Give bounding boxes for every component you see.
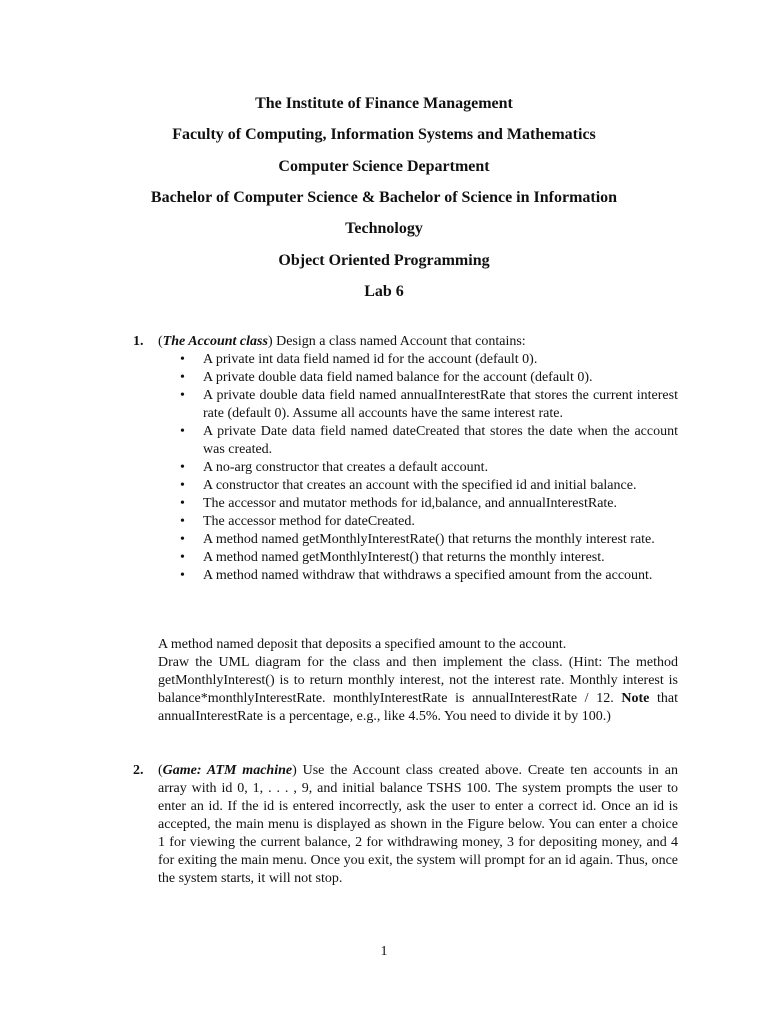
list-item: • The accessor and mutator methods for id,balance, and annualInterestRate. <box>180 496 618 511</box>
question-2-open-paren: ( <box>158 763 163 778</box>
question-2-text: ) Use the Account class created above. Create ten accounts in an array with id 0, 1, . . . , 9, and initial balance TSHS 100. The system prompts the user to enter an id. If the id is entered incorrectly, ask the user to enter a correct id. Once an id is accepted, the main menu is displayed as shown in the Figure below. You can enter a choice 1 for viewing the current balance, 2 for withdrawing money, 3 for depositing money, and 4 for exiting the main menu. Once you exit, the system will prompt for an id again. Thus, once the system starts, it will not stop. <box>158 763 678 886</box>
uml-instructions <box>158 654 678 726</box>
page-number: 1 <box>380 944 388 959</box>
question-2-title: Game: ATM machine <box>162 763 293 778</box>
question-1-intro-text: ) Design a class named Account that contains: <box>267 334 526 349</box>
bullet-icon: • <box>180 478 185 493</box>
list-item: • A method named getMonthlyInterest() that returns the monthly interest. <box>180 550 605 565</box>
list-item: • A private int data field named id for the account (default 0). <box>180 352 538 367</box>
institute-title: The Institute of Finance Management <box>255 95 513 112</box>
bullet-icon: • <box>180 532 185 547</box>
list-item: • A private Date data field named dateCreated that stores the date when the account was created. <box>180 424 678 457</box>
list-item: • The accessor method for dateCreated. <box>180 514 415 529</box>
question-1-title: The Account class <box>162 334 268 349</box>
account-requirements-list <box>180 351 678 585</box>
bullet-icon: • <box>180 460 185 475</box>
department-title: Computer Science Department <box>278 158 490 175</box>
note-label: Note <box>621 691 650 706</box>
deposit-method-line: A method named deposit that deposits a specified amount to the account. <box>158 637 567 652</box>
question-1-number: 1. <box>133 334 144 349</box>
faculty-title: Faculty of Computing, Information Systems and Mathematics <box>172 126 596 143</box>
bullet-icon: • <box>180 514 185 529</box>
bullet-icon: • <box>180 550 185 565</box>
bullet-icon: • <box>180 568 185 583</box>
bullet-icon: • <box>180 496 185 511</box>
list-item: • A method named withdraw that withdraws a specified amount from the account. <box>180 568 653 583</box>
list-item: • A constructor that creates an account with the specified id and initial balance. <box>180 478 637 493</box>
note-text: that annualInterestRate is a percentage, e.g., like 4.5%. You need to divide it by 100.) <box>158 691 678 724</box>
list-item: • A method named getMonthlyInterestRate() that returns the monthly interest rate. <box>180 532 655 547</box>
question-1-open-paren: ( <box>158 334 163 349</box>
list-item: • A private double data field named balance for the account (default 0). <box>180 370 593 385</box>
bullet-icon: • <box>180 352 185 367</box>
list-item: • A no-arg constructor that creates a default account. <box>180 460 489 475</box>
program-title-line2: Technology <box>345 220 423 237</box>
question-2-body <box>158 762 678 888</box>
lab-title: Lab 6 <box>364 283 404 300</box>
bullet-icon: • <box>180 370 185 385</box>
program-title-line1: Bachelor of Computer Science & Bachelor of Science in Information <box>150 189 618 206</box>
list-item: • A private double data field named annualInterestRate that stores the current interest rate (default 0). Assume all accounts have the same interest rate. <box>180 388 678 421</box>
question-1-intro <box>158 333 678 351</box>
course-title: Object Oriented Programming <box>278 252 490 269</box>
question-2-number: 2. <box>133 763 144 778</box>
bullet-icon: • <box>180 388 185 403</box>
bullet-icon: • <box>180 424 185 439</box>
uml-instructions-text: Draw the UML diagram for the class and then implement the class. (Hint: The method getMonthlyInterest() is to return monthly interest, not the interest rate. Monthly interest is balance*monthlyInterestRate. monthlyInterestRate is annualInterestRate / 12. <box>158 655 678 706</box>
